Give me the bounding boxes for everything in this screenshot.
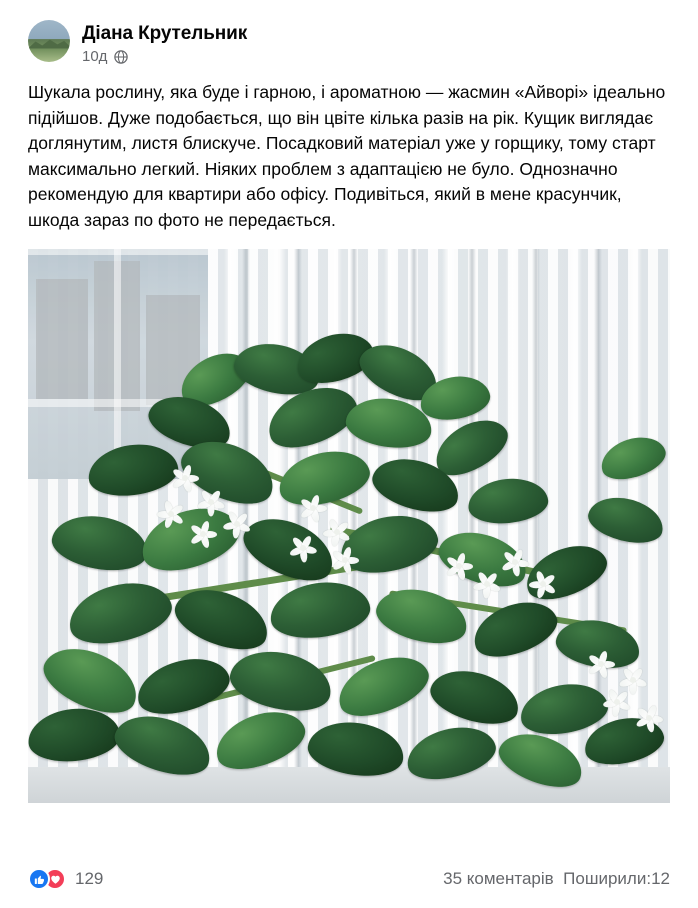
avatar[interactable] <box>28 20 70 62</box>
flower-icon <box>154 497 188 531</box>
flower-icon <box>286 531 320 565</box>
post-footer <box>0 868 698 890</box>
post-image[interactable] <box>28 249 670 803</box>
post-image-canvas <box>28 249 670 803</box>
reaction-count: 129 <box>75 869 104 888</box>
share-label[interactable]: Поширили: <box>563 869 652 888</box>
flower-icon <box>186 517 220 551</box>
flower-icon <box>328 543 362 577</box>
window-pane <box>28 249 208 479</box>
flower-icon <box>584 647 618 681</box>
post-meta <box>82 48 247 66</box>
post-text: Шукала рослину, яка буде і гарною, і ароматною — жасмин «Айворі» ідеально підійшов. Дуже подобається, що він цвіте кілька разів на рік. Кущик виглядає доглянутим, листя блискуче. Посадковий матеріал уже у горщику, тому старт максимально легкий. Ніяких проблем з адаптацією не було. Однозначно рекомендую для квартири або офісу. Подивіться, який в мене красунчик, шкода зараз по фото не передається. <box>28 82 671 230</box>
flower-icon <box>220 507 254 541</box>
share-count[interactable]: 12 <box>651 869 670 888</box>
author-name[interactable]: Діана Крутельник <box>82 23 248 44</box>
post-header-text <box>82 20 247 66</box>
globe-icon <box>114 50 128 64</box>
post-header <box>0 0 698 66</box>
flower-icon <box>600 685 634 719</box>
flower-icon <box>526 567 560 601</box>
comment-count[interactable]: 35 коментарів <box>443 869 554 888</box>
reactions-summary[interactable] <box>28 868 103 890</box>
thumbs-up-icon <box>28 868 50 890</box>
post-timestamp[interactable]: 10д <box>82 48 108 65</box>
flower-icon <box>632 701 666 735</box>
comments-shares[interactable] <box>443 869 670 889</box>
